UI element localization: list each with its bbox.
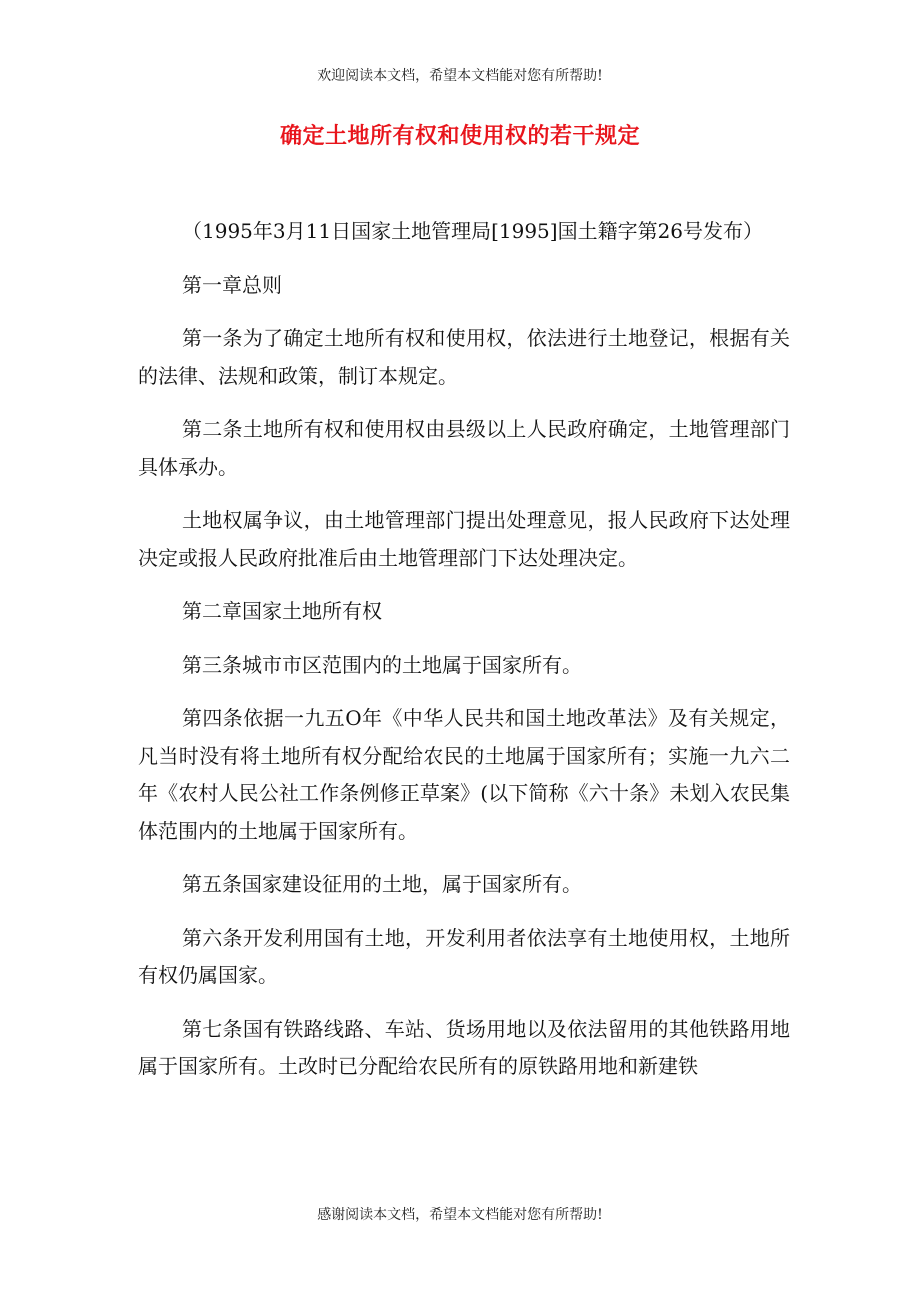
issuance-note: （1995年3月11日国家土地管理局[1995]国土籍字第26号发布） xyxy=(182,219,764,243)
article-paragraph: 第一条为了确定土地所有权和使用权，依法进行土地登记，根据有关的法律、法规和政策，制订本规定。 xyxy=(138,326,790,388)
page-footer: 感谢阅读本文档，希望本文档能对您有所帮助! xyxy=(317,1207,603,1223)
article-paragraph: 第二条土地所有权和使用权由县级以上人民政府确定，土地管理部门具体承办。 xyxy=(138,417,790,479)
chapter-heading: 第二章国家土地所有权 xyxy=(182,599,382,623)
article-paragraph: 第三条城市市区范围内的土地属于国家所有。 xyxy=(182,652,582,677)
article-paragraph: 第七条国有铁路线路、车站、货场用地以及依法留用的其他铁路用地属于国家所有。土改时已分配给农民所有的原铁路用地和新建铁 xyxy=(138,1016,790,1078)
page-header: 欢迎阅读本文档，希望本文档能对您有所帮助! xyxy=(317,68,603,84)
document-title: 确定土地所有权和使用权的若干规定 xyxy=(279,123,640,149)
article-paragraph: 第六条开发利用国有土地，开发利用者依法享有土地使用权，土地所有权仍属国家。 xyxy=(138,925,790,987)
chapter-heading: 第一章总则 xyxy=(182,272,282,297)
article-paragraph: 土地权属争议，由土地管理部门提出处理意见，报人民政府下达处理决定或报人民政府批准后由土地管理部门下达处理决定。 xyxy=(138,508,790,570)
article-paragraph: 第四条依据一九五O年《中华人民共和国土地改革法》及有关规定，凡当时没有将土地所有权分配给农民的土地属于国家所有；实施一九六二年《农村人民公社工作条例修正草案》(以下简称《六十条》未划入农民集体范围内的土地属于国家所有。 xyxy=(138,706,790,843)
document-body xyxy=(138,213,790,1102)
article-paragraph: 第五条国家建设征用的土地，属于国家所有。 xyxy=(182,872,582,896)
